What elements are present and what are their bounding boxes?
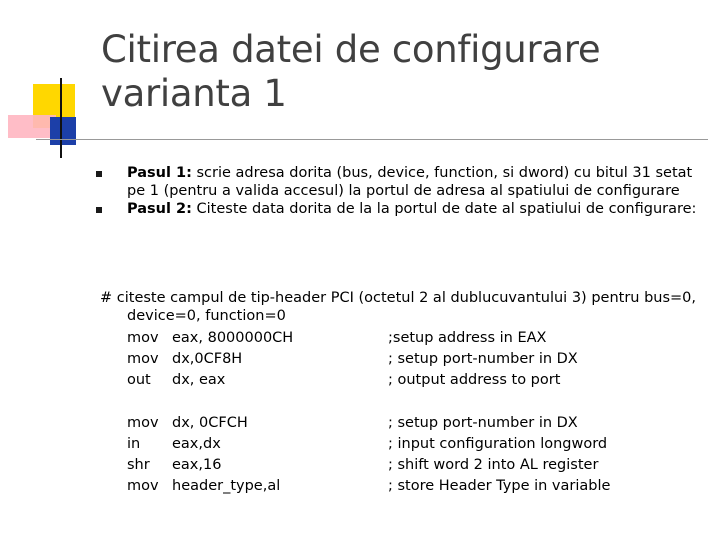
- code-block-2: [127, 413, 610, 497]
- bullet-list: [96, 165, 711, 220]
- code-comment: [100, 289, 710, 325]
- code-op: in: [127, 436, 141, 452]
- code-op: shr: [127, 457, 150, 473]
- code-comment-cell: ; store Header Type in variable: [388, 478, 611, 494]
- decor-blue-square: [50, 117, 76, 145]
- code-args: dx, eax: [172, 372, 226, 388]
- code-args: dx,0CF8H: [172, 351, 243, 367]
- code-line: [127, 476, 610, 497]
- step-2-label: Pasul 2:: [127, 201, 192, 217]
- code-comment-cell: ;setup address in EAX: [388, 330, 547, 346]
- code-comment-cell: ; shift word 2 into AL register: [388, 457, 599, 473]
- slide-title: [101, 28, 600, 116]
- code-args: eax,16: [172, 457, 222, 473]
- code-comment-cell: ; input configuration longword: [388, 436, 608, 452]
- code-op: mov: [127, 478, 159, 494]
- code-op: mov: [127, 351, 159, 367]
- code-comment-cell: ; setup port-number in DX: [388, 351, 578, 367]
- decor-pink-rectangle: [8, 115, 56, 138]
- title-line-2: varianta 1: [101, 72, 287, 115]
- code-op: out: [127, 372, 151, 388]
- code-comment-cell: ; setup port-number in DX: [388, 415, 578, 431]
- square-bullet-icon: [96, 207, 102, 213]
- code-line: [127, 455, 610, 476]
- title-line-1: Citirea datei de configurare: [101, 28, 601, 71]
- step-1-label: Pasul 1:: [127, 165, 192, 181]
- code-args: dx, 0CFCH: [172, 415, 248, 431]
- code-comment-line-2: device=0, function=0: [127, 308, 286, 324]
- code-line: [127, 349, 578, 370]
- code-args: eax,dx: [172, 436, 221, 452]
- step-1-text: scrie adresa dorita (bus, device, function, si dword) cu bitul 31 setat pe 1 (pentru a valida accesul) la portul de adresa al spatiului de configurare: [127, 165, 693, 199]
- square-bullet-icon: [96, 171, 102, 177]
- step-2-text: Citeste data dorita de la la portul de date al spatiului de configurare:: [191, 201, 697, 217]
- title-underline: [36, 139, 708, 140]
- bullet-item-step-2: [96, 201, 711, 219]
- code-block-1: [127, 328, 578, 391]
- code-line: [127, 328, 578, 349]
- code-comment-cell: ; output address to port: [388, 372, 561, 388]
- code-op: mov: [127, 330, 159, 346]
- code-args: header_type,al: [172, 478, 281, 494]
- code-comment-line-1: # citeste campul de tip-header PCI (octetul 2 al dublucuvantului 3) pentru bus=0,: [100, 290, 697, 306]
- bullet-item-step-1: [96, 165, 711, 200]
- code-line: [127, 413, 610, 434]
- code-line: [127, 370, 578, 391]
- code-line: [127, 434, 610, 455]
- code-op: mov: [127, 415, 159, 431]
- decor-vertical-line: [60, 78, 62, 158]
- code-args: eax, 8000000CH: [172, 330, 294, 346]
